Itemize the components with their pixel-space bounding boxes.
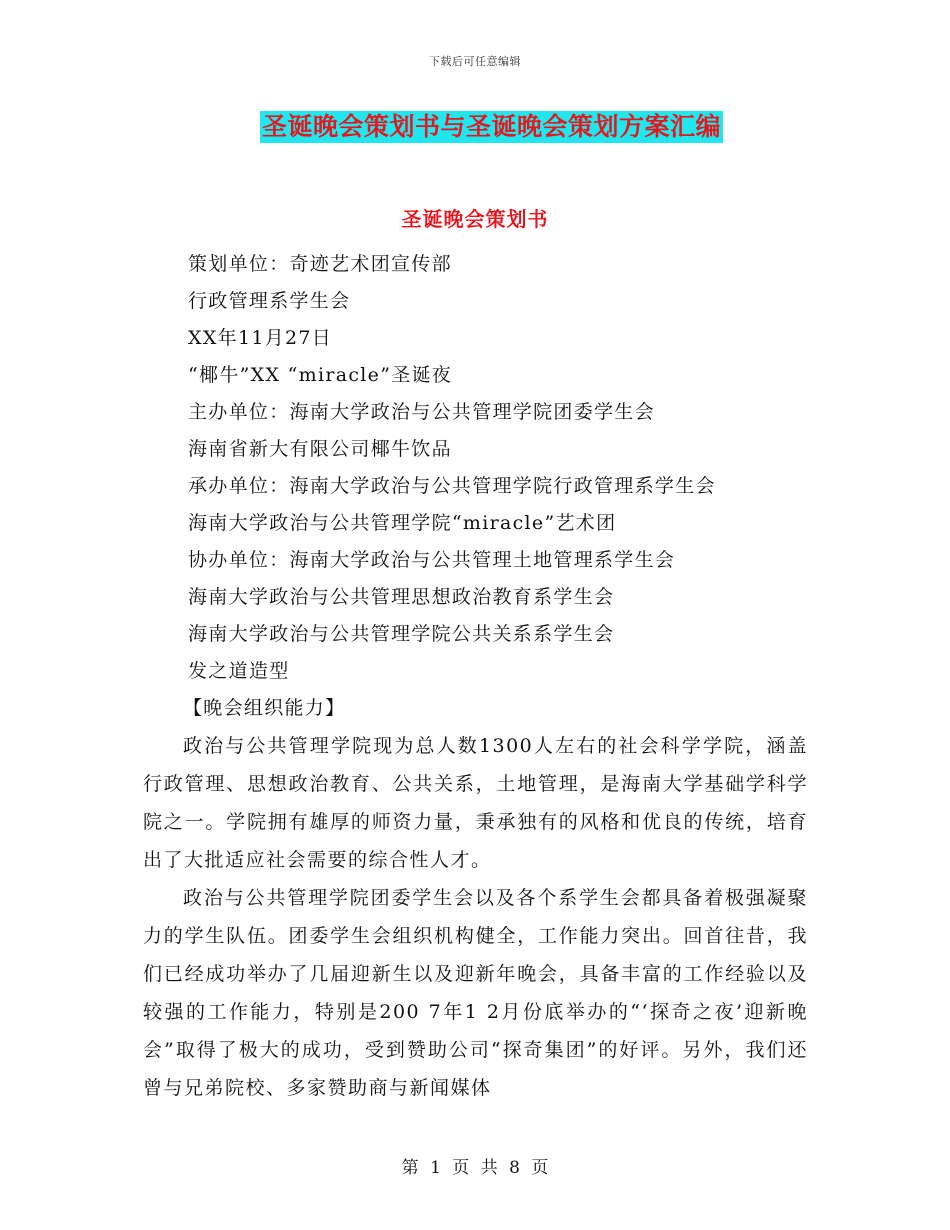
info-line-host-2: 海南省新大有限公司椰牛饮品 [188,438,452,460]
info-line-organizer-2: 海南大学政治与公共管理学院“miracle”艺术团 [188,512,617,534]
section-heading: 【晚会组织能力】 [183,697,346,719]
info-line-planner-2: 行政管理系学生会 [188,290,351,312]
body-paragraph: 政治与公共管理学院团委学生会以及各个系学生会都具备着极强凝聚力的学生队伍。团委学生会组织机构健全，工作能力突出。回首往昔，我们已经成功举办了几届迎新生以及迎新年晚会，具备丰富的工作经验以及较强的工作能力，特别是200 7年1 2月份底举办的“‘探奇之夜’迎新晚会”取得了极大的成功，受到赞助公司“探奇集团”的好评。另外，我们还曾与兄弟院校、多家赞助商与新闻媒体 [143,887,808,1099]
header-note: 下载后可任意编辑 [429,55,521,68]
page-footer: 第 1 页 共 8 页 [401,1158,549,1178]
info-line-co-organizer: 协办单位：海南大学政治与公共管理土地管理系学生会 [188,549,676,571]
info-line-organizer: 承办单位：海南大学政治与公共管理学院行政管理系学生会 [188,475,716,497]
info-line-planner: 策划单位：奇迹艺术团宣传部 [188,253,452,275]
info-line-co-organizer-4: 发之道造型 [188,660,290,682]
info-line-co-organizer-3: 海南大学政治与公共管理学院公共关系系学生会 [188,623,615,645]
info-line-host: 主办单位：海南大学政治与公共管理学院团委学生会 [188,401,655,423]
info-line-co-organizer-2: 海南大学政治与公共管理思想政治教育系学生会 [188,586,615,608]
document-main-title: 圣诞晚会策划书与圣诞晚会策划方案汇编 [262,112,722,141]
document-body [143,246,808,1107]
info-line-event-name: “椰牛”XX “miracle”圣诞夜 [188,364,453,386]
info-line-date: XX年11月27日 [188,327,333,349]
body-paragraph: 政治与公共管理学院现为总人数1300人左右的社会科学学院，涵盖行政管理、思想政治教育、公共关系，土地管理，是海南大学基础学科学院之一。学院拥有雄厚的师资力量，秉承独有的风格和优良的传统，培育出了大批适应社会需要的综合性人才。 [143,735,808,871]
section-title: 圣诞晚会策划书 [401,207,549,231]
